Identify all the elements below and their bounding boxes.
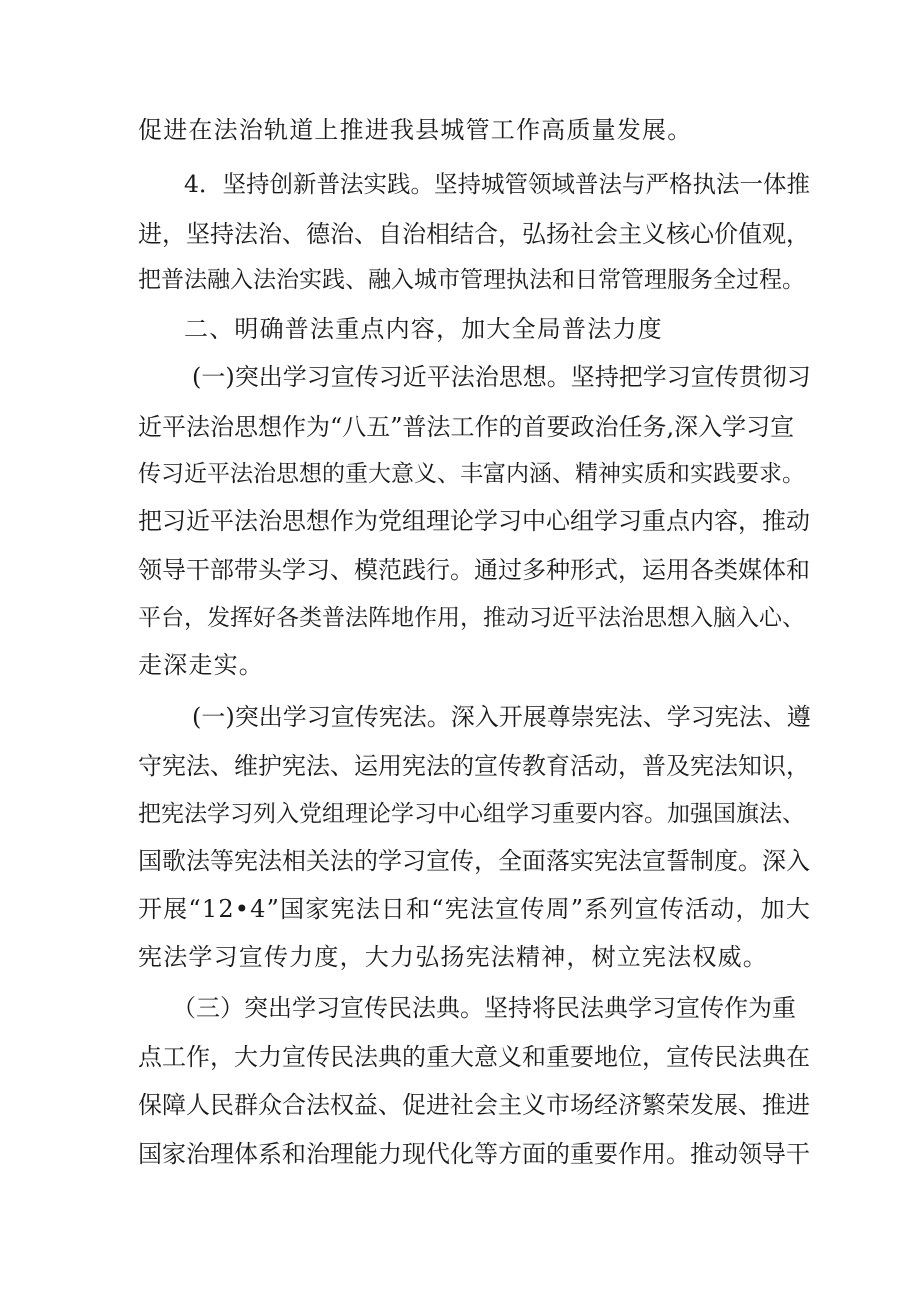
body-text-line: 把普法融入法治实践、融入城市管理执法和日常管理服务全过程。 (138, 267, 805, 293)
body-text-line: 4．坚持创新普法实践。坚持城管领域普法与严格执法一体推 (184, 170, 810, 198)
body-text-line: (一)突出学习宣传习近平法治思想。坚持把学习宣传贯彻习 (192, 363, 811, 391)
body-text-line: 把宪法学习列入党组理论学习中心组学习重要内容。加强国旗法、 (138, 801, 805, 827)
body-text-line: 国家治理体系和治理能力现代化等方面的重要作用。推动领导干 (138, 1140, 810, 1168)
body-text-line: 国歌法等宪法相关法的学习宣传，全面落实宪法宣誓制度。深入 (138, 847, 810, 875)
body-text-line: 把习近平法治思想作为党组理论学习中心组学习重点内容，推动 (138, 507, 810, 535)
body-text-line: 传习近平法治思想的重大意义、丰富内涵、精神实质和实践要求。 (138, 461, 805, 487)
body-text-line: 进，坚持法治、德治、自治相结合，弘扬社会主义核心价值观， (138, 220, 810, 248)
body-text-line: 平台，发挥好各类普法阵地作用，推动习近平法治思想入脑入心、 (138, 605, 805, 631)
body-text-line: 走深走实。 (138, 651, 264, 679)
body-text-line: (一)突出学习宣传宪法。深入开展尊崇宪法、学习宪法、遵 (192, 703, 811, 731)
body-text-line: 开展“12•4”国家宪法日和“宪法宣传周”系列宣传活动，加大 (138, 895, 812, 923)
body-text-line: 近平法治思想作为“八五”普法工作的首要政治任务,深入学习宣 (138, 413, 795, 441)
body-text-line: 促进在法治轨道上推进我县城管工作高质量发展。 (138, 116, 693, 144)
body-text-line: 领导干部带头学习、模范践行。通过多种形式，运用各类媒体和 (138, 556, 810, 584)
body-text-line: 保障人民群众合法权益、促进社会主义市场经济繁荣发展、推进 (138, 1091, 810, 1119)
body-text-line: 宪法学习宣传力度，大力弘扬宪法精神，树立宪法权威。 (138, 943, 768, 971)
body-text-line: 守宪法、维护宪法、运用宪法的宣传教育活动，普及宪法知识， (138, 752, 810, 780)
body-text-line: 点工作，大力宣传民法典的重大意义和重要地位，宣传民法典在 (138, 1043, 810, 1071)
section-heading: 二、明确普法重点内容，加大全局普法力度 (184, 315, 663, 343)
body-text-line: （三）突出学习宣传民法典。坚持将民法典学习宣传作为重 (172, 994, 796, 1022)
